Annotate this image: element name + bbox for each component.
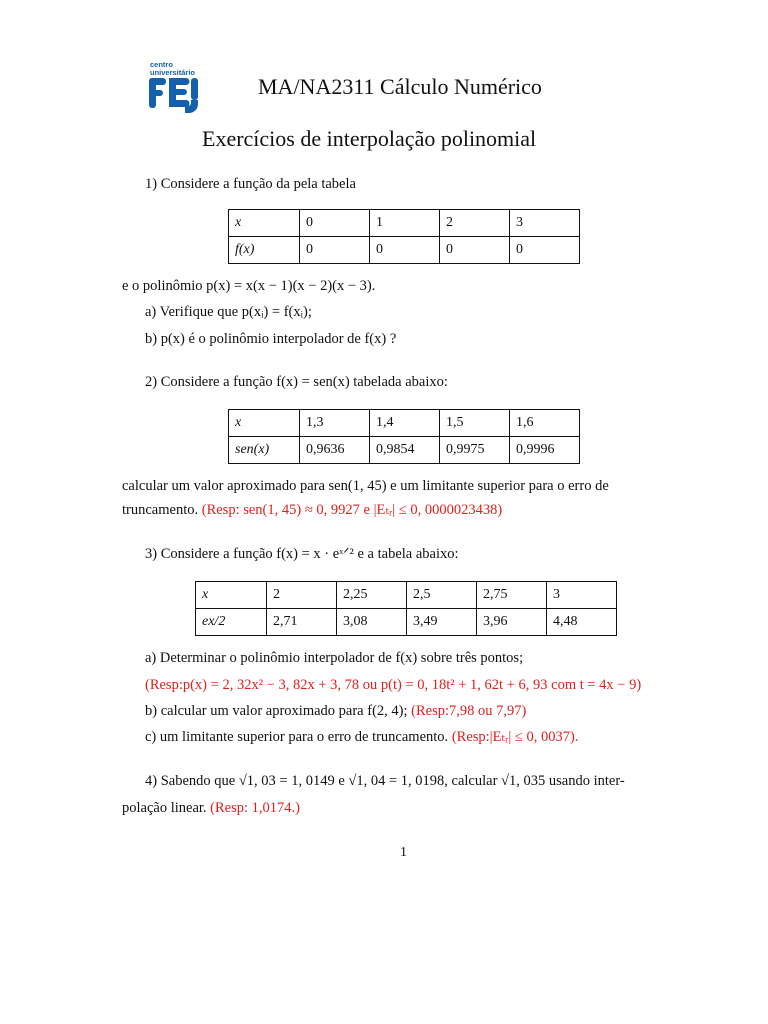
table-cell: 2 [440, 210, 510, 237]
ex3-intro: 3) Considere a função f(x) = x · eˣᐟ² e a tabela abaixo: [145, 546, 459, 562]
exp-label: ex/2 [202, 614, 226, 629]
fei-logo [147, 61, 209, 117]
table-cell [196, 609, 267, 636]
ex3-item-c-line [145, 729, 578, 746]
logo-text-line1: centro [150, 60, 173, 69]
table-cell: sen(x) [229, 437, 300, 464]
table-row [229, 210, 580, 237]
ex3-item-c: c) um limitante superior para o erro de truncamento. [145, 729, 449, 745]
ex3-item-b: b) calcular um valor aproximado para f(2, 4); [145, 703, 408, 719]
table-cell: 2,75 [477, 582, 547, 609]
table-cell: 2 [267, 582, 337, 609]
page-subtitle: Exercícios de interpolação polinomial [202, 126, 537, 151]
ex2-text-line2 [122, 502, 502, 519]
table-row [196, 582, 617, 609]
ex1-polynomial: e o polinômio p(x) = x(x − 1)(x − 2)(x − 3). [122, 278, 376, 294]
table-cell: 0 [300, 237, 370, 264]
table-row [229, 437, 580, 464]
ex1-table [228, 209, 580, 264]
logo-text [150, 61, 195, 77]
table-cell: 3,08 [337, 609, 407, 636]
table-row [196, 609, 617, 636]
table-cell: 3,96 [477, 609, 547, 636]
ex2-text-line1: calcular um valor aproximado para sen(1, 45) e um limitante superior para o erro de [122, 478, 609, 494]
course-title: MA/NA2311 Cálculo Numérico [258, 74, 542, 99]
ex3-table [195, 581, 617, 636]
table-cell: 0 [300, 210, 370, 237]
table-cell: x [196, 582, 267, 609]
table-cell: 1,3 [300, 410, 370, 437]
ex3-item-a: a) Determinar o polinômio interpolador de f(x) sobre três pontos; [145, 650, 524, 666]
table-cell: 0 [440, 237, 510, 264]
table-cell: 0,9636 [300, 437, 370, 464]
ex3-answer-a: (Resp:p(x) = 2, 32x² − 3, 82x + 3, 78 ou p(t) = 0, 18t² + 1, 62t + 6, 93 com t = 4x − 9) [145, 677, 642, 693]
ex4-answer: (Resp: 1,0174.) [210, 800, 300, 816]
ex3-answer-b: (Resp:7,98 ou 7,97) [411, 703, 527, 719]
ex4-line1: 4) Sabendo que √1, 03 = 1, 0149 e √1, 04 = 1, 0198, calcular √1, 035 usando inter- [145, 773, 625, 789]
ex1-item-b: b) p(x) é o polinômio interpolador de f(x) ? [145, 331, 397, 347]
table-cell: 0,9854 [370, 437, 440, 464]
table-cell: 2,71 [267, 609, 337, 636]
table-cell: 1,6 [510, 410, 580, 437]
ex2-text-line2-prefix: truncamento. [122, 502, 199, 518]
ex2-table [228, 409, 580, 464]
table-cell: 0,9975 [440, 437, 510, 464]
table-row [229, 410, 580, 437]
table-row [229, 237, 580, 264]
ex2-answer: (Resp: sen(1, 45) ≈ 0, 9927 e |Eₜᵣ| ≤ 0, 0000023438) [201, 502, 503, 518]
table-cell: 3 [510, 210, 580, 237]
table-cell: 1,4 [370, 410, 440, 437]
logo-text-line2: universitário [150, 68, 196, 77]
table-cell: 0,9996 [510, 437, 580, 464]
ex4-line2 [122, 800, 300, 817]
table-cell: 1,5 [440, 410, 510, 437]
ex1-item-a: a) Verifique que p(xᵢ) = f(xᵢ); [145, 304, 312, 320]
table-cell: 0 [510, 237, 580, 264]
fei-logo-mark [147, 76, 209, 116]
ex2-intro: 2) Considere a função f(x) = sen(x) tabelada abaixo: [145, 374, 448, 390]
ex4-line2-prefix: polação linear. [122, 800, 207, 816]
table-cell: 2,5 [407, 582, 477, 609]
page-number: 1 [400, 845, 407, 860]
table-cell: 0 [370, 237, 440, 264]
table-cell: 2,25 [337, 582, 407, 609]
table-cell: 3,49 [407, 609, 477, 636]
ex3-answer-c: (Resp:|Eₜᵣ| ≤ 0, 0037). [451, 729, 579, 745]
table-cell: x [229, 210, 300, 237]
table-cell: 4,48 [547, 609, 617, 636]
table-cell: 3 [547, 582, 617, 609]
table-cell: x [229, 410, 300, 437]
ex3-item-b-line [145, 703, 526, 720]
ex1-intro: 1) Considere a função da pela tabela [145, 176, 356, 192]
table-cell: 1 [370, 210, 440, 237]
table-cell: f(x) [229, 237, 300, 264]
